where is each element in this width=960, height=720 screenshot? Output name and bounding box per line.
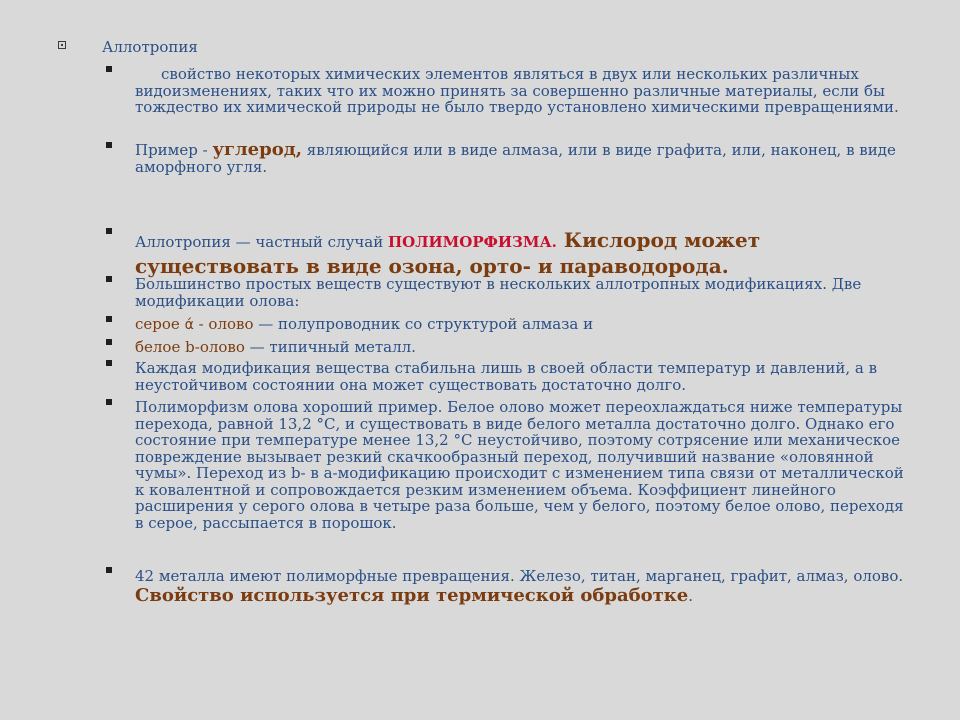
square-bullet-icon [58,41,66,49]
list-item [106,66,906,116]
square-bullet-icon [106,399,112,405]
square-bullet-icon [106,567,112,573]
square-bullet-icon [106,316,112,322]
slide-title: Аллотропия [102,38,198,56]
list-item [106,316,906,334]
item-rest: — типичный металл. [244,338,416,356]
list-item [106,139,906,176]
square-bullet-icon [106,228,112,234]
square-bullet-icon [106,360,112,366]
item-text: свойство некоторых химических элементов являться в двух или нескольких различных видоизменениях, таких что их можно принять за совершенно различные материалы, если бы тождество их химической природы не было твердо установлено химическими превращениями. [135,65,899,116]
item-text: Каждая модификация вещества стабильна лишь в своей области температур и давлений, а в неустойчивом состоянии она может существовать достаточно долго. [135,359,878,394]
square-bullet-icon [106,276,112,282]
item-label2: -олово [194,338,245,356]
item-text: Большинство простых веществ существуют в нескольких аллотропных модификациях. Две модификации олова: [135,275,862,310]
square-bullet-icon [106,142,112,148]
item-label: белое [135,338,181,356]
list-item [106,360,906,393]
list-item [106,228,906,278]
item-symbol: b [185,338,195,356]
item-tail: Кислород может существовать в виде озона, орто- и параводорода. [135,228,761,278]
square-bullet-icon [106,339,112,345]
item-label2: - олово [198,315,254,333]
item-end: . [688,587,694,605]
list-item [106,399,906,531]
list-item [106,276,906,309]
item-prefix: Пример - [135,141,213,159]
item-text: Полиморфизм олова хороший пример. Белое олово может переохлаждаться ниже температуры перехода, равной 13,2 °С, и существовать в виде белого металла достаточно долго. Однако его состояние при температуре менее 13,2 °С неустойчиво, поэтому сотрясение или механическое повреждение вызывает резкий скачкообразный переход, получивший название «оловянной чумы». Переход из b- в a-модификацию происходит с изменением типа связи от металлической к ковалентной и сопровождается резким изменением объема. Коэффициент линейного расширения у серого олова в четыре раза больше, чем у белого, поэтому белое олово, переходя в серое, рассыпается в порошок. [135,398,904,532]
list-item [106,567,906,606]
item-symbol: ά [184,317,194,333]
list-item [106,339,906,356]
item-tail: Свойство используется при термической обработке [135,585,689,606]
item-highlight: ПОЛИМОРФИЗМА. [388,233,557,251]
square-bullet-icon [106,66,112,72]
item-text: 42 металла имеют полиморфные превращения. Железо, титан, марганец, графит, алмаз, олово. [135,567,904,585]
item-highlight: углерод, [212,139,302,160]
item-rest: являющийся или в виде алмаза, или в виде графита, или, наконец, в виде аморфного угля. [135,141,896,176]
item-rest: — полупроводник со структурой алмаза и [253,315,594,333]
item-label: серое [135,315,180,333]
item-prefix: Аллотропия — частный случай [135,233,389,251]
